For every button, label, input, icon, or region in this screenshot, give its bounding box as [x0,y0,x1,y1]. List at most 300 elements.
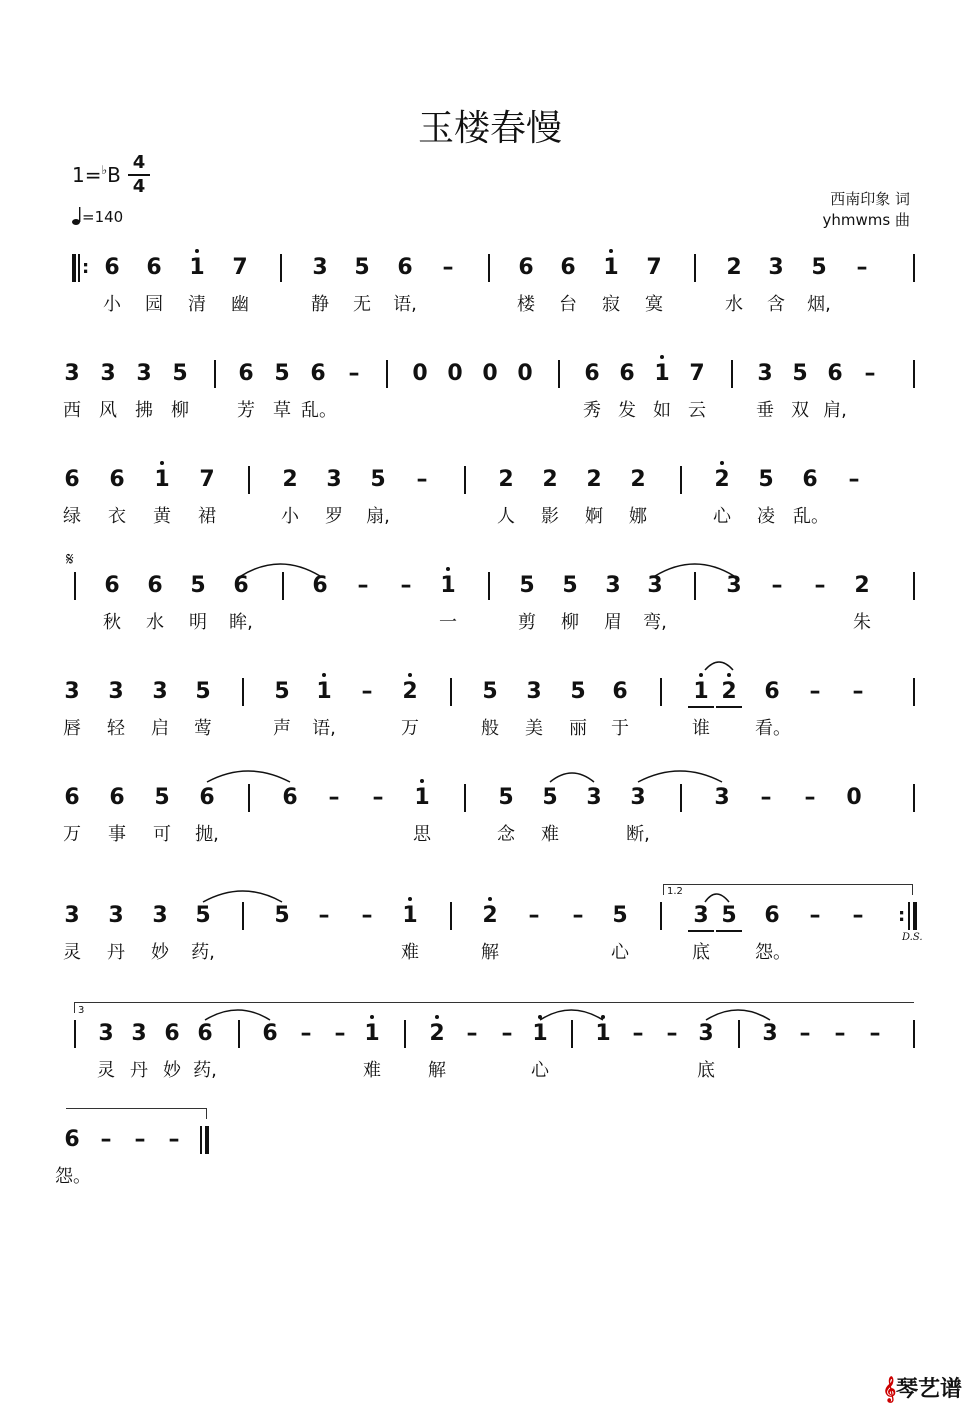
barline [680,784,682,812]
note: 6 [764,903,780,928]
lyric: 乱。 [301,400,337,421]
note: – [852,903,864,928]
logo-text: 琴艺谱 [895,1377,962,1402]
octave-dot [160,461,164,465]
eighth-underline [688,930,714,932]
lyric: 婀 [585,506,603,527]
lyric: 眉 [604,612,622,633]
lyric: 看。 [755,718,791,739]
barline [248,466,250,494]
end-repeat-thick-bar [913,902,917,930]
note: 2 [498,467,514,492]
lyric: 台 [559,294,577,315]
barline [74,572,76,600]
barline [913,572,915,600]
note: 1 [395,902,425,930]
note: 5 [354,255,370,280]
note: 7 [646,255,662,280]
note: – [856,255,868,280]
lyric: 药, [193,1060,217,1081]
barline [731,360,733,388]
note: 5 [195,903,211,928]
lyric: 园 [145,294,163,315]
note: 3 [605,573,621,598]
note: 2 [282,467,298,492]
key-note: B [107,163,121,187]
note: – [348,361,360,386]
barline [738,1020,740,1048]
barline [242,902,244,930]
lyric: 小 [103,294,121,315]
note: 3 [108,679,124,704]
note: – [134,1127,146,1152]
note: – [528,903,540,928]
note: 6 [802,467,818,492]
note: – [771,573,783,598]
barline [74,1020,76,1048]
note: – [466,1021,478,1046]
start-repeat-dots: : [82,257,90,278]
note: 6 [612,679,628,704]
volta-label-1-2: 1.2 [667,886,683,897]
lyric: 断, [626,824,650,845]
lyric: 弯, [643,612,667,633]
note: – [864,361,876,386]
note: 6 [104,255,120,280]
note: 3 [64,361,80,386]
lyric: 静 [311,294,329,315]
lyric: 美 [525,718,543,739]
barline [464,466,466,494]
note: 3 [686,902,716,930]
lyric: 语, [312,718,336,739]
barline [694,572,696,600]
lyric: 影 [541,506,559,527]
lyric: 怨。 [55,1166,91,1187]
octave-dot [660,355,664,359]
slur [550,773,594,782]
start-repeat-thick-bar [72,254,76,282]
note: 6 [147,573,163,598]
note: 2 [726,255,742,280]
note: 0 [517,361,533,386]
note: – [809,903,821,928]
lyric: 可 [153,824,171,845]
watermark-logo [883,1372,962,1403]
octave-dot [370,1015,374,1019]
note: – [632,1021,644,1046]
note: 2 [630,467,646,492]
note: 6 [64,785,80,810]
note: 6 [164,1021,180,1046]
lyric: 寞 [645,294,663,315]
note: 5 [274,679,290,704]
note: 0 [447,361,463,386]
lyric: 含 [767,294,785,315]
note: 6 [197,1021,213,1046]
note: 2 [542,467,558,492]
note: – [852,679,864,704]
lyric: 底 [697,1060,715,1081]
note: 2 [854,573,870,598]
octave-dot [195,249,199,253]
note: 6 [109,467,125,492]
barline [242,678,244,706]
note: – [572,903,584,928]
lyric: 乱。 [793,506,829,527]
note: 3 [630,785,646,810]
volta-bracket-1-2 [663,884,913,895]
lyric: 罗 [325,506,343,527]
barline [488,254,490,282]
note: – [361,679,373,704]
final-thin-bar [200,1126,202,1154]
note: – [760,785,772,810]
note: 6 [262,1021,278,1046]
note: 2 [586,467,602,492]
lyric: 秀 [583,400,601,421]
barline [660,902,662,930]
barline [913,360,915,388]
tempo-marking [72,207,123,226]
octave-dot [322,673,326,677]
note: – [416,467,428,492]
song-title: 玉楼春慢 [417,108,562,149]
note: 5 [562,573,578,598]
octave-dot [408,673,412,677]
slur [705,894,729,902]
note: 5 [190,573,206,598]
note: 5 [542,785,558,810]
note: 1 [596,254,626,282]
lyric: 药, [191,942,215,963]
lyric: 念 [497,824,515,845]
note: 6 [764,679,780,704]
ds-marking: D.S. [902,932,923,943]
note: – [400,573,412,598]
lyric: 妙 [151,942,169,963]
note: 6 [104,573,120,598]
lyric: 眸, [229,612,253,633]
lyric: 凌 [757,506,775,527]
lyric: 柳 [561,612,579,633]
octave-dot [488,897,492,901]
note: 3 [762,1021,778,1046]
note: 6 [397,255,413,280]
barline [282,572,284,600]
end-repeat-dots: : [898,905,906,926]
lyric: 难 [401,942,419,963]
note: 6 [109,785,125,810]
lyric: 人 [497,506,515,527]
lyric: 底 [692,942,710,963]
note: – [318,903,330,928]
volta-bracket-3 [74,1002,914,1013]
octave-dot [609,249,613,253]
lyric: 万 [401,718,419,739]
note: 5 [274,903,290,928]
lyric: 丹 [130,1060,148,1081]
note: 6 [312,573,328,598]
lyric: 明 [189,612,207,633]
note: 1 [407,784,437,812]
lyric: 剪 [518,612,536,633]
note: 1 [182,254,212,282]
lyric: 芳 [237,400,255,421]
eighth-underline [716,706,742,708]
barline [913,1020,915,1048]
note: 5 [758,467,774,492]
note: – [869,1021,881,1046]
note: 6 [560,255,576,280]
lyric: 娜 [629,506,647,527]
quarter-note-icon [72,207,82,225]
note: 0 [412,361,428,386]
note: 2 [475,902,505,930]
slur [638,771,722,782]
slur [203,891,282,902]
lyric: 黄 [153,506,171,527]
lyric: 心 [713,506,731,527]
note: 1 [433,572,463,600]
lyric: 解 [428,1060,446,1081]
note: 3 [714,785,730,810]
note: – [100,1127,112,1152]
lyric: 一 [439,612,457,633]
barline [694,254,696,282]
note: 3 [757,361,773,386]
lyric: 怨。 [755,942,791,963]
lyric: 般 [481,718,499,739]
barline [913,784,915,812]
note: 6 [64,467,80,492]
key-signature [72,163,121,187]
lyric: 水 [725,294,743,315]
lyric: 草 [273,400,291,421]
note: – [804,785,816,810]
note: 3 [108,903,124,928]
note: – [168,1127,180,1152]
note: 5 [570,679,586,704]
note: 5 [792,361,808,386]
note: 3 [698,1021,714,1046]
note: – [372,785,384,810]
note: 3 [131,1021,147,1046]
lyric: 灵 [63,942,81,963]
note: 6 [146,255,162,280]
note: 6 [282,785,298,810]
time-signature [128,153,150,197]
lyric: 垂 [756,400,774,421]
note: 7 [199,467,215,492]
note: 5 [154,785,170,810]
note: 1 [686,678,716,706]
volta-bracket-3-end [66,1108,207,1119]
barline [680,466,682,494]
note: 1 [147,466,177,494]
lyric: 妙 [163,1060,181,1081]
lyric: 清 [188,294,206,315]
note: 7 [232,255,248,280]
end-repeat-thin-bar [908,902,910,930]
note: – [834,1021,846,1046]
barline [558,360,560,388]
lyric: 抛, [195,824,219,845]
slur [705,662,733,670]
lyric: 西 [63,400,81,421]
barline [214,360,216,388]
note: 1 [525,1020,555,1048]
note: – [501,1021,513,1046]
lyric: 难 [541,824,559,845]
lyric: 水 [146,612,164,633]
note: – [799,1021,811,1046]
note: 2 [714,678,744,706]
volta-label-3: 3 [78,1005,85,1016]
note: 3 [586,785,602,810]
note: 3 [100,361,116,386]
barline [488,572,490,600]
note: 6 [233,573,249,598]
note: 3 [647,573,663,598]
lyric: 丽 [569,718,587,739]
lyric: 声 [273,718,291,739]
note: 0 [482,361,498,386]
lyric: 思 [413,824,431,845]
lyric: 柳 [171,400,189,421]
octave-dot [420,779,424,783]
lyric: 万 [63,824,81,845]
note: 1 [588,1020,618,1048]
barline [571,1020,573,1048]
lyric: 幽 [231,294,249,315]
note: 7 [689,361,705,386]
barline [450,678,452,706]
flat-icon: ♭ [101,163,108,177]
note: 5 [811,255,827,280]
segno-sign: 𝄋 [66,549,74,570]
lyric: 双 [791,400,809,421]
final-thick-bar [205,1126,209,1154]
lyric: 无 [353,294,371,315]
lyric: 衣 [108,506,126,527]
barline [660,678,662,706]
barline [238,1020,240,1048]
note: 3 [312,255,328,280]
lyric: 唇 [63,718,81,739]
lyric: 扇, [366,506,390,527]
note: 3 [152,679,168,704]
octave-dot [699,673,703,677]
note: 3 [98,1021,114,1046]
slur [207,771,290,782]
eighth-underline [716,930,742,932]
barline [386,360,388,388]
composer-credit: yhmwms 曲 [822,211,910,229]
octave-dot [446,567,450,571]
note: 3 [526,679,542,704]
note: 1 [357,1020,387,1048]
note: 1 [309,678,339,706]
note: – [666,1021,678,1046]
note: – [809,679,821,704]
note: 5 [274,361,290,386]
note: 6 [238,361,254,386]
note: 6 [827,361,843,386]
lyric: 解 [481,942,499,963]
time-signature-top: 4 [132,152,146,173]
lyric: 肩, [823,400,847,421]
key-prefix: 1= [72,163,102,187]
note: 6 [64,1127,80,1152]
note: 5 [612,903,628,928]
lyric: 寂 [602,294,620,315]
octave-dot [727,673,731,677]
octave-dot [601,1015,605,1019]
note: 5 [498,785,514,810]
lyric: 心 [611,942,629,963]
lyric: 云 [688,400,706,421]
lyric: 秋 [103,612,121,633]
octave-dot [435,1015,439,1019]
lyric: 于 [611,718,629,739]
note: 3 [726,573,742,598]
note: 3 [152,903,168,928]
note: 3 [326,467,342,492]
note: – [814,573,826,598]
lyric: 裙 [198,506,216,527]
note: 3 [64,903,80,928]
lyric: 启 [151,718,169,739]
note: 5 [370,467,386,492]
octave-dot [538,1015,542,1019]
note: – [361,903,373,928]
lyric: 事 [108,824,126,845]
note: 0 [846,785,862,810]
lyric: 拂 [135,400,153,421]
lyric: 楼 [517,294,535,315]
note: – [848,467,860,492]
note: 3 [136,361,152,386]
barline [280,254,282,282]
tempo-text: =140 [82,208,124,226]
barline [913,254,915,282]
note: 5 [714,902,744,930]
note: – [334,1021,346,1046]
note: 6 [619,361,635,386]
note: 2 [422,1020,452,1048]
note: – [300,1021,312,1046]
note: 5 [195,679,211,704]
logo-mark-icon: 𝄞 [882,1376,896,1402]
note: 3 [768,255,784,280]
barline [464,784,466,812]
note: 5 [482,679,498,704]
note: 3 [64,679,80,704]
start-repeat-thin-bar [78,254,80,282]
barline [404,1020,406,1048]
barline [248,784,250,812]
note: 1 [647,360,677,388]
lyric: 风 [99,400,117,421]
note: 6 [310,361,326,386]
lyric: 莺 [194,718,212,739]
lyric: 发 [618,400,636,421]
lyric: 谁 [692,718,710,739]
eighth-underline [688,706,714,708]
note: 5 [172,361,188,386]
lyric: 如 [653,400,671,421]
